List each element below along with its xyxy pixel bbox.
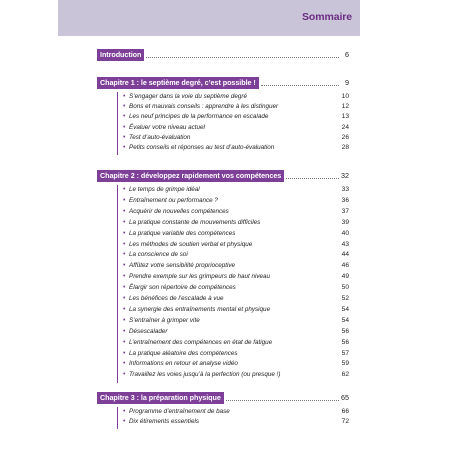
toc-entry[interactable]	[123, 349, 349, 359]
toc-entry[interactable]	[123, 283, 349, 293]
toc-entry[interactable]	[123, 294, 349, 304]
bullet-icon: •	[123, 144, 126, 151]
page-number: 40	[341, 229, 349, 237]
page-number: 26	[341, 133, 349, 141]
bullet-icon: •	[123, 316, 126, 324]
bullet-icon: •	[123, 93, 126, 100]
toc-entry[interactable]	[123, 143, 349, 153]
bullet-icon: •	[123, 273, 126, 281]
toc-entry-label: L’entraînement des compétences en état de fatigue	[129, 338, 273, 346]
toc-entry-label: La conscience de soi	[129, 251, 188, 259]
toc-entry[interactable]	[123, 229, 349, 239]
toc-entry-label: Les bénéfices de l’escalade à vue	[129, 295, 224, 302]
dot-leader	[146, 57, 339, 58]
page-title: Sommaire	[302, 11, 352, 23]
toc-entry[interactable]	[123, 305, 349, 315]
page-number: 28	[341, 144, 349, 151]
page-number: 12	[341, 103, 349, 111]
toc-entry[interactable]	[123, 102, 349, 112]
page-number: 72	[341, 418, 349, 426]
toc-entry-label: Dix étirements essentiels	[129, 418, 199, 426]
bullet-icon: •	[123, 360, 126, 368]
toc-entry[interactable]	[123, 185, 349, 195]
toc-entry[interactable]	[123, 207, 349, 217]
toc-entry-label: Programme d’entraînement de base	[129, 408, 230, 415]
toc-entry-label: Test d’auto-évaluation	[129, 133, 191, 141]
toc-entry-label: Évaluer votre niveau actuel	[129, 123, 205, 131]
page-number: 10	[341, 93, 349, 100]
page-number: 52	[341, 295, 349, 302]
toc-entry[interactable]	[123, 250, 349, 260]
toc-entry-label: Élargir son répertoire de compétences	[129, 284, 236, 292]
page-number: 43	[341, 240, 349, 248]
bullet-icon: •	[123, 186, 126, 193]
toc-entry-label: Petits conseils et réponses au test d’auto-évaluation	[129, 144, 275, 151]
toc-entry[interactable]	[123, 196, 349, 206]
toc-entry[interactable]	[123, 316, 349, 326]
toc-entry-label: Prendre exemple sur les grimpeurs de haut niveau	[129, 273, 271, 281]
toc-entry[interactable]	[123, 359, 349, 369]
toc-entry-label: Le temps de grimpe idéal	[129, 186, 200, 193]
introduction-heading[interactable]	[97, 49, 349, 61]
toc-entry[interactable]	[123, 370, 349, 380]
chapter-1-entries	[117, 92, 349, 155]
toc-entry-label: La pratique constante de mouvements difficiles	[129, 218, 261, 226]
dot-leader	[286, 178, 339, 179]
section-rule	[117, 92, 118, 155]
chapter-heading-label: Chapitre 2 : développez rapidement vos compétences	[97, 170, 284, 182]
page-number: 65	[341, 393, 349, 402]
bullet-icon: •	[123, 295, 126, 302]
page-number: 46	[341, 262, 349, 270]
toc-entry-label: Désescalader	[129, 327, 168, 335]
page-number: 33	[341, 186, 349, 193]
bullet-icon: •	[123, 327, 126, 335]
toc-entry[interactable]	[123, 327, 349, 337]
page-number: 6	[345, 50, 349, 59]
toc-entry-label: La pratique variable des compétences	[129, 229, 236, 237]
bullet-icon: •	[123, 229, 126, 237]
page-number: 32	[341, 171, 349, 180]
toc-entry[interactable]	[123, 240, 349, 250]
chapter-1-heading[interactable]	[97, 77, 349, 89]
page-number: 37	[341, 207, 349, 215]
toc-entry-label: Travaillez les voies jusqu’à la perfection (ou presque !)	[129, 371, 281, 379]
toc-entry[interactable]	[123, 92, 349, 102]
toc-entry[interactable]	[123, 272, 349, 282]
toc-entry-label: Informations en retour et analyse vidéo	[129, 360, 238, 368]
toc-entry-label: La synergie des entraînements mental et physique	[129, 305, 271, 313]
page-number: 13	[341, 113, 349, 121]
bullet-icon: •	[123, 218, 126, 226]
page-number: 56	[341, 327, 349, 335]
toc-entry-label: Affûtez votre sensibilité proprioceptive	[129, 262, 236, 270]
bullet-icon: •	[123, 262, 126, 270]
toc-entry[interactable]	[123, 417, 349, 427]
page-number: 44	[341, 251, 349, 259]
toc-entry[interactable]	[123, 218, 349, 228]
page-number: 56	[341, 338, 349, 346]
section-rule	[117, 407, 118, 429]
chapter-2-heading[interactable]	[97, 170, 349, 182]
chapter-3-entries	[117, 407, 349, 429]
bullet-icon: •	[123, 349, 126, 357]
bullet-icon: •	[123, 133, 126, 141]
toc-entry[interactable]	[123, 123, 349, 133]
page-number: 49	[341, 273, 349, 281]
toc-entry-label: S’entraîner à grimper vite	[129, 316, 200, 324]
page-number: 24	[341, 123, 349, 131]
bullet-icon: •	[123, 305, 126, 313]
bullet-icon: •	[123, 284, 126, 292]
chapter-heading-label: Introduction	[97, 49, 144, 61]
toc-entry[interactable]	[123, 261, 349, 271]
toc-entry-label: La pratique aléatoire des compétences	[129, 349, 238, 357]
bullet-icon: •	[123, 418, 126, 426]
page-number: 50	[341, 284, 349, 292]
bullet-icon: •	[123, 196, 126, 204]
page-number: 62	[341, 371, 349, 379]
page-number: 57	[341, 349, 349, 357]
chapter-2-entries	[117, 185, 349, 383]
toc-entry[interactable]	[123, 112, 349, 122]
toc-entry-label: Les méthodes de soutien verbal et physique	[129, 240, 253, 248]
toc-entry[interactable]	[123, 338, 349, 348]
page-number: 59	[341, 360, 349, 368]
bullet-icon: •	[123, 251, 126, 259]
dot-leader	[261, 85, 339, 86]
page-number: 9	[345, 78, 349, 87]
bullet-icon: •	[123, 103, 126, 111]
bullet-icon: •	[123, 113, 126, 121]
toc-entry-label: S’engager dans la voie du septième degré	[129, 93, 247, 100]
bullet-icon: •	[123, 371, 126, 379]
dot-leader	[226, 400, 339, 401]
toc-entry-label: Acquérir de nouvelles compétences	[129, 207, 229, 215]
page-number: 36	[341, 196, 349, 204]
section-rule	[117, 185, 118, 383]
page-number: 54	[341, 316, 349, 324]
toc-entry-label: Bons et mauvais conseils : apprendre à les distinguer	[129, 103, 279, 111]
bullet-icon: •	[123, 240, 126, 248]
toc-entry[interactable]	[123, 133, 349, 143]
chapter-3-heading[interactable]	[97, 392, 349, 404]
bullet-icon: •	[123, 123, 126, 131]
page-number: 54	[341, 305, 349, 313]
bullet-icon: •	[123, 408, 126, 415]
chapter-heading-label: Chapitre 3 : la préparation physique	[97, 392, 224, 404]
chapter-heading-label: Chapitre 1 : le septième degré, c’est possible !	[97, 77, 259, 89]
page-number: 66	[341, 408, 349, 415]
toc-entry-label: Les neuf principes de la performance en escalade	[129, 113, 269, 121]
toc-entry[interactable]	[123, 407, 349, 417]
page-number: 39	[341, 218, 349, 226]
toc-entry-label: Entraînement ou performance ?	[129, 196, 218, 204]
bullet-icon: •	[123, 338, 126, 346]
bullet-icon: •	[123, 207, 126, 215]
